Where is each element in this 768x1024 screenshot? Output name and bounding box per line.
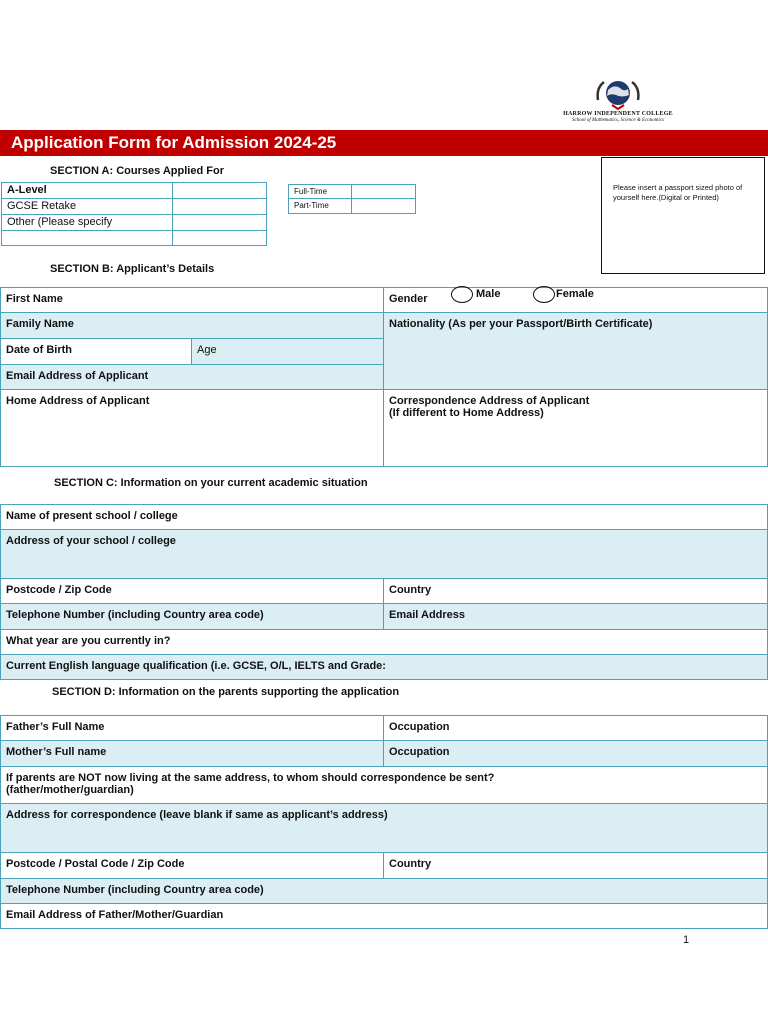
form-title: Application Form for Admission 2024-25: [11, 133, 337, 152]
course-blank-input[interactable]: [172, 230, 267, 246]
course-other-input[interactable]: [172, 214, 267, 231]
father-occupation-field[interactable]: Occupation: [383, 715, 768, 741]
section-d-heading: SECTION D: Information on the parents supporting the application: [52, 686, 400, 698]
section-b-heading: SECTION B: Applicant’s Details: [50, 263, 215, 275]
full-time-input[interactable]: [351, 184, 416, 199]
gender-label: Gender: [389, 293, 428, 305]
course-gcse-retake: GCSE Retake: [1, 198, 173, 215]
parent-telephone-field[interactable]: Telephone Number (including Country area code): [0, 878, 768, 904]
correspondence-address-field[interactable]: [383, 389, 768, 467]
corr-address-note: (If different to Home Address): [389, 407, 544, 419]
school-address-field[interactable]: Address of your school / college: [0, 529, 768, 579]
correspondence-options: (father/mother/guardian): [6, 784, 134, 796]
mother-name-field[interactable]: Mother’s Full name: [0, 740, 384, 767]
female-label: Female: [556, 288, 594, 300]
current-year-field[interactable]: What year are you currently in?: [0, 629, 768, 655]
parent-country-field[interactable]: Country: [383, 852, 768, 879]
school-name-field[interactable]: Name of present school / college: [0, 504, 768, 530]
course-a-level-input[interactable]: [172, 182, 267, 199]
age-field[interactable]: Age: [191, 338, 384, 365]
course-gcse-input[interactable]: [172, 198, 267, 215]
school-telephone-field[interactable]: Telephone Number (including Country area code): [0, 603, 384, 630]
form-title-bar: [0, 130, 768, 156]
school-email-field[interactable]: Email Address: [383, 603, 768, 630]
english-qualification-field[interactable]: Current English language qualification (i.e. GCSE, O/L, IELTS and Grade:: [0, 654, 768, 680]
male-label: Male: [476, 288, 501, 300]
school-country-field[interactable]: Country: [383, 578, 768, 604]
globe-crest-icon: [594, 78, 642, 110]
corr-address-label: Correspondence Address of Applicant: [389, 395, 590, 407]
section-c-heading: SECTION C: Information on your current academic situation: [54, 477, 368, 489]
applicant-email-field[interactable]: Email Address of Applicant: [0, 364, 384, 390]
female-radio[interactable]: [533, 286, 555, 303]
section-a-heading: SECTION A: Courses Applied For: [50, 165, 224, 177]
part-time-input[interactable]: [351, 198, 416, 214]
first-name-field[interactable]: First Name: [0, 287, 384, 313]
father-name-field[interactable]: Father’s Full Name: [0, 715, 384, 741]
family-name-field[interactable]: Family Name: [0, 312, 384, 339]
course-a-level: A-Level: [1, 182, 173, 199]
parent-email-field[interactable]: Email Address of Father/Mother/Guardian: [0, 903, 768, 929]
mode-full-time: Full-Time: [288, 184, 352, 199]
college-tagline: School of Mathematics, Science & Economics: [572, 118, 664, 123]
college-name: HARROW INDEPENDENT COLLEGE: [563, 111, 673, 117]
course-blank[interactable]: [1, 230, 173, 246]
parent-address-field[interactable]: Address for correspondence (leave blank if same as applicant’s address): [0, 803, 768, 853]
page-number: 1: [683, 934, 690, 946]
passport-photo-box[interactable]: [601, 157, 765, 274]
correspondence-recipient-field[interactable]: [0, 766, 768, 804]
college-logo: [556, 78, 680, 132]
nationality-field[interactable]: Nationality (As per your Passport/Birth Certificate): [383, 312, 768, 390]
mother-occupation-field[interactable]: Occupation: [383, 740, 768, 767]
dob-field[interactable]: Date of Birth: [0, 338, 192, 365]
male-radio[interactable]: [451, 286, 473, 303]
course-other: Other (Please specify: [1, 214, 173, 231]
home-address-field[interactable]: Home Address of Applicant: [0, 389, 384, 467]
correspondence-question: If parents are NOT now living at the same address, to whom should correspondence be sent?: [6, 772, 495, 784]
school-postcode-field[interactable]: Postcode / Zip Code: [0, 578, 384, 604]
mode-part-time: Part-Time: [288, 198, 352, 214]
parent-postcode-field[interactable]: Postcode / Postal Code / Zip Code: [0, 852, 384, 879]
photo-instruction: Please insert a passport sized photo of yourself here.(Digital or Printed): [613, 183, 743, 202]
